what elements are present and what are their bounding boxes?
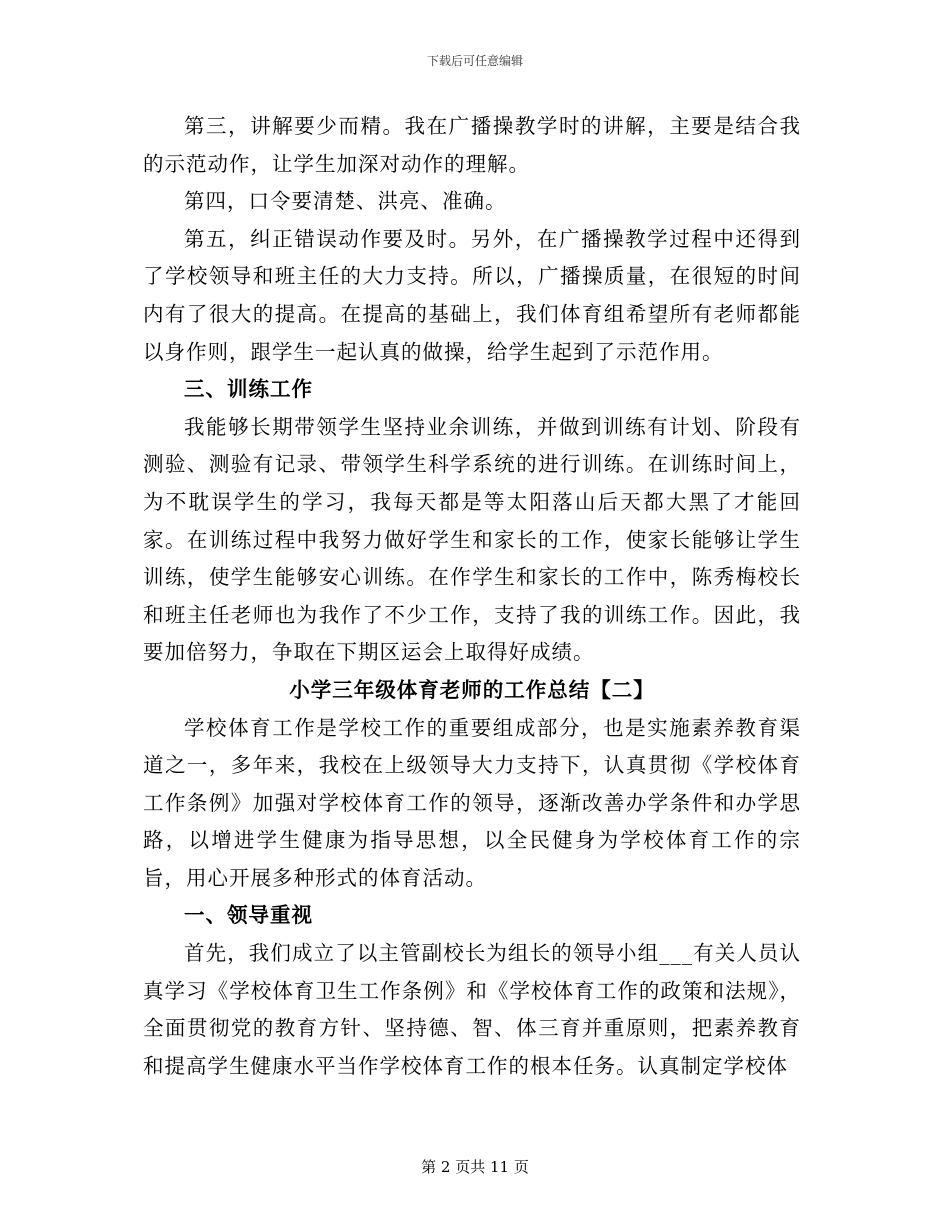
paragraph-intro: 学校体育工作是学校工作的重要组成部分，也是实施素养教育渠道之一，多年来，我校在上级领导大力支持下，认真贯彻《学校体育工作条例》加强对学校体育工作的领导，逐渐改善办学条件和办学思路，以增进学生健康为指导思想，以全民健身为学校体育工作的宗旨，用心开展多种形式的体育活动。 — [143, 715, 801, 890]
section-heading-leadership: 一、领导重视 — [184, 903, 313, 928]
document-body — [143, 108, 801, 1085]
paragraph-point-four: 第四，口令要清楚、洪亮、准确。 — [184, 189, 507, 214]
section-heading-training: 三、训练工作 — [184, 377, 313, 402]
paragraph-point-three: 第三，讲解要少而精。我在广播操教学时的讲解，主要是结合我的示范动作，让学生加深对动作的理解。 — [143, 114, 801, 176]
paragraph-point-five: 第五，纠正错误动作要及时。另外，在广播操教学过程中还得到了学校领导和班主任的大力支持。所以，广播操质量，在很短的时间内有了很大的提高。在提高的基础上，我们体育组希望所有老师都能以身作则，跟学生一起认真的做操，给学生起到了示范作用。 — [143, 226, 801, 364]
document-title: 小学三年级体育老师的工作总结【二】 — [289, 677, 655, 702]
page-footer: 第 2 页共 11 页 — [421, 1158, 529, 1176]
paragraph-leadership: 首先，我们成立了以主管副校长为组长的领导小组___有关人员认真学习《学校体育卫生工作条例》和《学校体育工作的政策和法规》，全面贯彻党的教育方针、坚持德、智、体三育并重原则，把素养教育和提高学生健康水平当作学校体育工作的根本任务。认真制定学校体 — [143, 941, 801, 1078]
page-header: 下载后可任意编辑 — [426, 54, 523, 68]
paragraph-training: 我能够长期带领学生坚持业余训练，并做到训练有计划、阶段有测验、测验有记录、带领学生科学系统的进行训练。在训练时间上，为不耽误学生的学习，我每天都是等太阳落山后天都大黑了才能回家。在训练过程中我努力做好学生和家长的工作，使家长能够让学生训练，使学生能够安心训练。在作学生和家长的工作中，陈秀梅校长和班主任老师也为我作了不少工作，支持了我的训练工作。因此，我要加倍努力，争取在下期区运会上取得好成绩。 — [143, 414, 801, 665]
